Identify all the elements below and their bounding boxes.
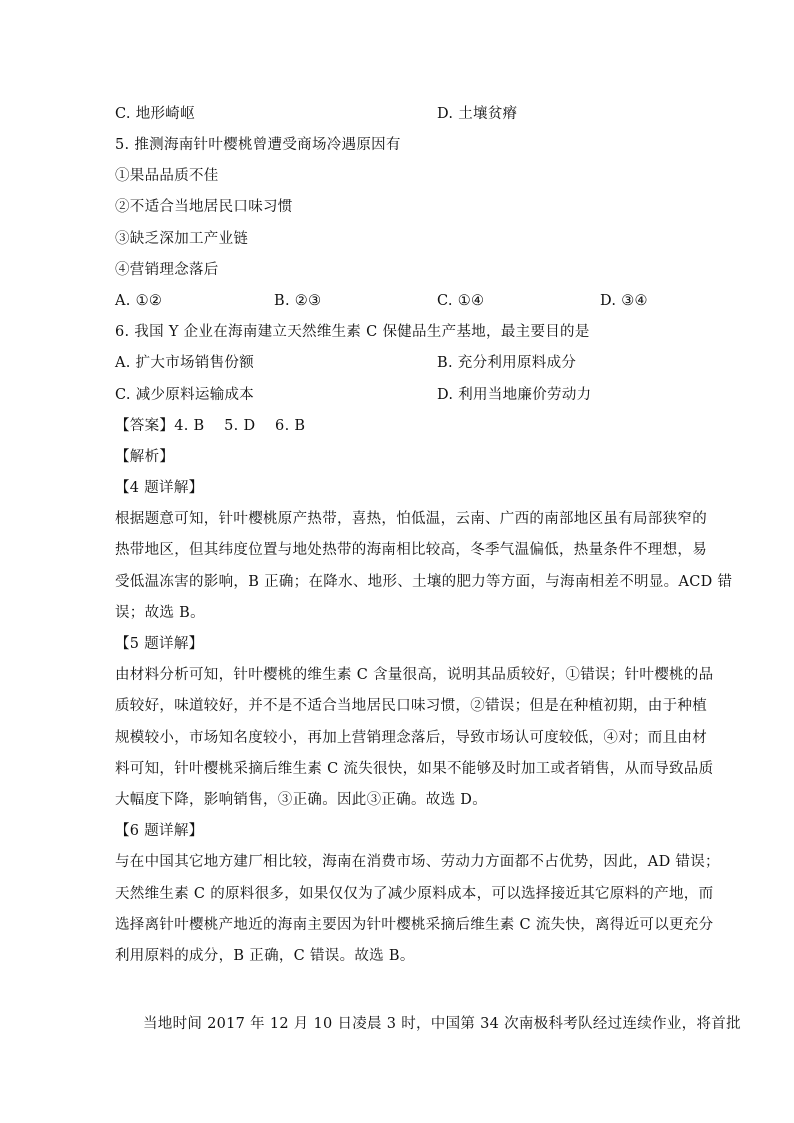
detail4-line: 受低温冻害的影响，B 正确；在降水、地形、土壤的肥力等方面，与海南相差不明显。ACD 错	[115, 574, 733, 590]
q6-option-a: A. 扩大市场销售份额	[115, 355, 254, 371]
detail5-line: 大幅度下降，影响销售，③正确。因此③正确。故选 D。	[115, 792, 488, 808]
answer-text: 4. B 5. D 6. B	[174, 418, 306, 434]
q6-option-c: C. 减少原料运输成本	[115, 387, 255, 403]
next-passage-line: 当地时间 2017 年 12 月 10 日凌晨 3 时，中国第 34 次南极科考队经过连续作业，将首批	[143, 1016, 741, 1032]
q5-option-b: B. ②③	[274, 293, 322, 309]
q5-item-1: ①果品品质不佳	[115, 168, 219, 184]
detail6-line: 利用原料的成分，B 正确，C 错误。故选 B。	[115, 948, 415, 964]
detail4-title: 【4 题详解】	[115, 480, 204, 496]
q5-option-d: D. ③④	[600, 293, 648, 309]
detail6-line: 天然维生素 C 的原料很多，如果仅仅为了减少原料成本，可以选择接近其它原料的产地，而	[115, 886, 714, 902]
q5-item-3: ③缺乏深加工产业链	[115, 231, 249, 247]
detail5-line: 质较好，味道较好，并不是不适合当地居民口味习惯，②错误；但是在种植初期，由于种植	[115, 698, 707, 714]
q5-stem: 5. 推测海南针叶樱桃曾遭受商场冷遇原因有	[115, 137, 401, 153]
detail6-line: 与在中国其它地方建厂相比较，海南在消费市场、劳动力方面都不占优势，因此，AD 错误；	[115, 854, 720, 870]
q5-option-a: A. ①②	[115, 293, 163, 309]
detail6-title: 【6 题详解】	[115, 823, 204, 839]
q6-option-b: B. 充分利用原料成分	[437, 355, 577, 371]
detail5-line: 由材料分析可知，针叶樱桃的维生素 C 含量很高，说明其品质较好，①错误；针叶樱桃的品	[115, 667, 714, 683]
q6-stem: 6. 我国 Y 企业在海南建立天然维生素 C 保健品生产基地，最主要目的是	[115, 324, 590, 340]
detail5-title: 【5 题详解】	[115, 636, 204, 652]
q4-option-c: C. 地形崎岖	[115, 106, 195, 122]
answer-label: 【答案】	[115, 418, 175, 434]
q5-item-4: ④营销理念落后	[115, 262, 219, 278]
answer-line	[115, 416, 305, 436]
q5-option-c: C. ①④	[437, 293, 485, 309]
detail5-line: 规模较小，市场知名度较小，再加上营销理念落后，导致市场认可度较低，④对；而且由材	[115, 730, 707, 746]
detail4-line: 热带地区，但其纬度位置与地处热带的海南相比较高，冬季气温偏低，热量条件不理想，易	[115, 542, 707, 558]
detail4-line: 根据题意可知，针叶樱桃原产热带，喜热，怕低温，云南、广西的南部地区虽有局部狭窄的	[115, 511, 707, 527]
detail4-line: 误；故选 B。	[115, 605, 205, 621]
detail5-line: 料可知，针叶樱桃采摘后维生素 C 流失很快，如果不能够及时加工或者销售，从而导致品质	[115, 761, 714, 777]
detail6-line: 选择离针叶樱桃产地近的海南主要因为针叶樱桃采摘后维生素 C 流失快，离得近可以更充分	[115, 917, 714, 933]
q6-option-d: D. 利用当地廉价劳动力	[437, 387, 592, 403]
q5-item-2: ②不适合当地居民口味习惯	[115, 199, 293, 215]
q4-option-d: D. 土壤贫瘠	[437, 106, 518, 122]
analysis-label: 【解析】	[115, 449, 175, 465]
